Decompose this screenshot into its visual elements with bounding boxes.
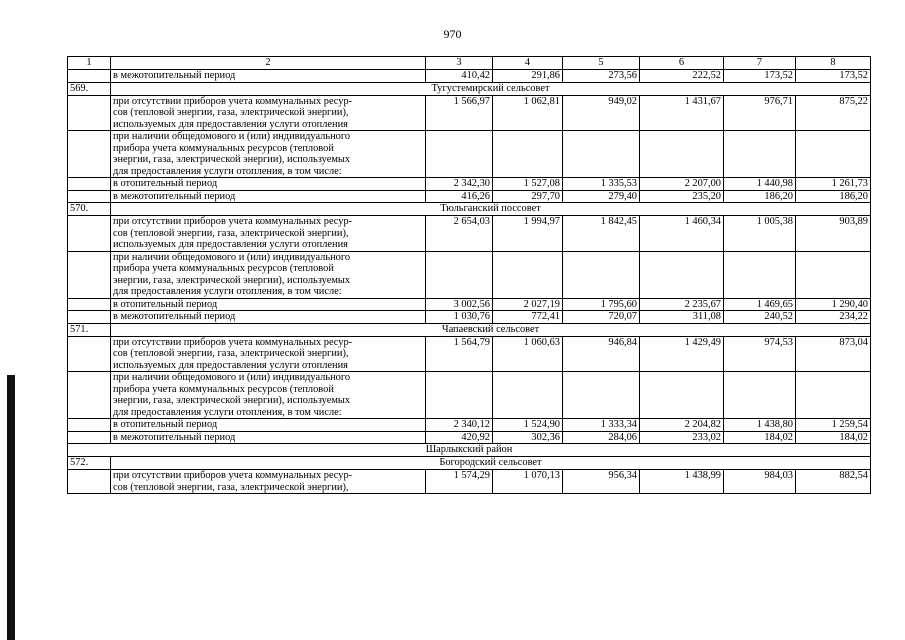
section-title: Тюльганский поссовет [111, 203, 871, 216]
value-cell: 297,70 [493, 190, 563, 203]
tariff-table [67, 56, 871, 494]
value-cell: 2 342,30 [426, 178, 493, 191]
value-cell: 1 564,79 [426, 336, 493, 372]
value-cell [724, 372, 796, 419]
table-row [68, 311, 871, 324]
value-cell: 234,22 [796, 311, 871, 324]
value-cell: 1 335,53 [563, 178, 640, 191]
district-row [68, 444, 871, 457]
description-cell: при наличии общедомового и (или) индивидуального прибора учета коммунальных ресурсов (тепловой энергии, газа, электрической энергии), используемых для предоставления услуги отопления, в том числе: [111, 372, 426, 419]
value-cell [563, 131, 640, 178]
value-cell: 1 005,38 [724, 216, 796, 252]
value-cell: 416,26 [426, 190, 493, 203]
value-cell: 1 333,34 [563, 419, 640, 432]
value-cell: 284,06 [563, 431, 640, 444]
table-row [68, 131, 871, 178]
row-number-cell [68, 190, 111, 203]
value-cell: 956,34 [563, 470, 640, 494]
header-row [68, 57, 871, 70]
value-cell [640, 251, 724, 298]
row-number-cell [68, 95, 111, 131]
value-cell: 186,20 [724, 190, 796, 203]
value-cell [796, 131, 871, 178]
description-cell: при отсутствии приборов учета коммунальных ресур- сов (тепловой энергии, газа, электрической энергии), используемых для предоставления услуги отопления [111, 336, 426, 372]
district-title: Шарлыкский район [68, 444, 871, 457]
value-cell: 1 290,40 [796, 298, 871, 311]
section-title: Тугустемирский сельсовет [111, 82, 871, 95]
header-cell: 8 [796, 57, 871, 70]
value-cell: 1 574,29 [426, 470, 493, 494]
description-cell: при наличии общедомового и (или) индивидуального прибора учета коммунальных ресурсов (тепловой энергии, газа, электрической энергии), используемых для предоставления услуги отопления, в том числе: [111, 251, 426, 298]
header-cell: 5 [563, 57, 640, 70]
value-cell [796, 372, 871, 419]
value-cell: 1 429,49 [640, 336, 724, 372]
section-number: 571. [68, 323, 111, 336]
description-cell: при отсутствии приборов учета коммунальных ресур- сов (тепловой энергии, газа, электрической энергии), [111, 470, 426, 494]
row-number-cell [68, 70, 111, 83]
value-cell [493, 131, 563, 178]
value-cell: 2 207,00 [640, 178, 724, 191]
table-row [68, 95, 871, 131]
table-row [68, 372, 871, 419]
value-cell: 173,52 [796, 70, 871, 83]
table-row [68, 178, 871, 191]
value-cell: 976,71 [724, 95, 796, 131]
value-cell: 184,02 [724, 431, 796, 444]
value-cell [426, 131, 493, 178]
value-cell: 1 469,65 [724, 298, 796, 311]
value-cell: 186,20 [796, 190, 871, 203]
table-row [68, 251, 871, 298]
value-cell: 1 060,63 [493, 336, 563, 372]
header-cell: 7 [724, 57, 796, 70]
binder-edge [7, 375, 15, 640]
value-cell [724, 131, 796, 178]
header-cell: 6 [640, 57, 724, 70]
value-cell: 2 340,12 [426, 419, 493, 432]
value-cell: 2 204,82 [640, 419, 724, 432]
value-cell [563, 372, 640, 419]
description-cell: в отопительный период [111, 419, 426, 432]
table-row [68, 470, 871, 494]
value-cell: 420,92 [426, 431, 493, 444]
description-cell: в отопительный период [111, 178, 426, 191]
row-number-cell [68, 419, 111, 432]
value-cell [493, 372, 563, 419]
value-cell: 240,52 [724, 311, 796, 324]
value-cell: 1 261,73 [796, 178, 871, 191]
row-number-cell [68, 470, 111, 494]
value-cell: 291,86 [493, 70, 563, 83]
value-cell: 720,07 [563, 311, 640, 324]
value-cell: 1 438,99 [640, 470, 724, 494]
value-cell: 1 259,54 [796, 419, 871, 432]
table-row [68, 419, 871, 432]
row-number-cell [68, 311, 111, 324]
header-cell: 2 [111, 57, 426, 70]
value-cell [724, 251, 796, 298]
value-cell: 222,52 [640, 70, 724, 83]
section-title: Богородский сельсовет [111, 457, 871, 470]
value-cell: 772,41 [493, 311, 563, 324]
value-cell: 1 440,98 [724, 178, 796, 191]
row-number-cell [68, 216, 111, 252]
value-cell: 873,04 [796, 336, 871, 372]
description-cell: в отопительный период [111, 298, 426, 311]
value-cell: 949,02 [563, 95, 640, 131]
value-cell: 2 235,67 [640, 298, 724, 311]
value-cell [426, 251, 493, 298]
value-cell: 1 460,34 [640, 216, 724, 252]
value-cell [493, 251, 563, 298]
row-number-cell [68, 298, 111, 311]
header-cell: 4 [493, 57, 563, 70]
value-cell: 302,36 [493, 431, 563, 444]
value-cell [640, 372, 724, 419]
table-row [68, 216, 871, 252]
section-row [68, 82, 871, 95]
value-cell: 882,54 [796, 470, 871, 494]
section-row [68, 203, 871, 216]
value-cell: 1 431,67 [640, 95, 724, 131]
value-cell [640, 131, 724, 178]
description-cell: в межотопительный период [111, 190, 426, 203]
header-cell: 3 [426, 57, 493, 70]
value-cell: 173,52 [724, 70, 796, 83]
value-cell: 1 438,80 [724, 419, 796, 432]
row-number-cell [68, 372, 111, 419]
table-row [68, 190, 871, 203]
value-cell: 974,53 [724, 336, 796, 372]
value-cell: 903,89 [796, 216, 871, 252]
value-cell: 946,84 [563, 336, 640, 372]
value-cell: 233,02 [640, 431, 724, 444]
page-number: 970 [443, 27, 462, 41]
value-cell: 311,08 [640, 311, 724, 324]
value-cell: 2 654,03 [426, 216, 493, 252]
value-cell: 1 524,90 [493, 419, 563, 432]
description-cell: при наличии общедомового и (или) индивидуального прибора учета коммунальных ресурсов (тепловой энергии, газа, электрической энергии), используемых для предоставления услуги отопления, в том числе: [111, 131, 426, 178]
section-number: 572. [68, 457, 111, 470]
table-row [68, 298, 871, 311]
description-cell: при отсутствии приборов учета коммунальных ресур- сов (тепловой энергии, газа, электрической энергии), используемых для предоставления услуги отопления [111, 216, 426, 252]
value-cell: 2 027,19 [493, 298, 563, 311]
row-number-cell [68, 431, 111, 444]
table-row [68, 70, 871, 83]
value-cell: 1 566,97 [426, 95, 493, 131]
row-number-cell [68, 131, 111, 178]
description-cell: в межотопительный период [111, 431, 426, 444]
value-cell [796, 251, 871, 298]
value-cell: 279,40 [563, 190, 640, 203]
value-cell: 410,42 [426, 70, 493, 83]
table-row [68, 431, 871, 444]
table-body [68, 57, 871, 494]
description-cell: в межотопительный период [111, 311, 426, 324]
value-cell: 3 002,56 [426, 298, 493, 311]
value-cell: 184,02 [796, 431, 871, 444]
value-cell: 875,22 [796, 95, 871, 131]
row-number-cell [68, 178, 111, 191]
description-cell: в межотопительный период [111, 70, 426, 83]
section-row [68, 323, 871, 336]
value-cell: 1 795,60 [563, 298, 640, 311]
value-cell: 235,20 [640, 190, 724, 203]
value-cell [563, 251, 640, 298]
section-row [68, 457, 871, 470]
row-number-cell [68, 336, 111, 372]
value-cell: 1 527,08 [493, 178, 563, 191]
value-cell: 1 994,97 [493, 216, 563, 252]
section-title: Чапаевский сельсовет [111, 323, 871, 336]
value-cell: 1 070,13 [493, 470, 563, 494]
section-number: 570. [68, 203, 111, 216]
section-number: 569. [68, 82, 111, 95]
value-cell: 1 062,81 [493, 95, 563, 131]
value-cell: 984,03 [724, 470, 796, 494]
value-cell: 273,56 [563, 70, 640, 83]
table-row [68, 336, 871, 372]
description-cell: при отсутствии приборов учета коммунальных ресур- сов (тепловой энергии, газа, электрической энергии), используемых для предоставления услуги отопления [111, 95, 426, 131]
header-cell: 1 [68, 57, 111, 70]
row-number-cell [68, 251, 111, 298]
value-cell: 1 030,76 [426, 311, 493, 324]
value-cell [426, 372, 493, 419]
value-cell: 1 842,45 [563, 216, 640, 252]
